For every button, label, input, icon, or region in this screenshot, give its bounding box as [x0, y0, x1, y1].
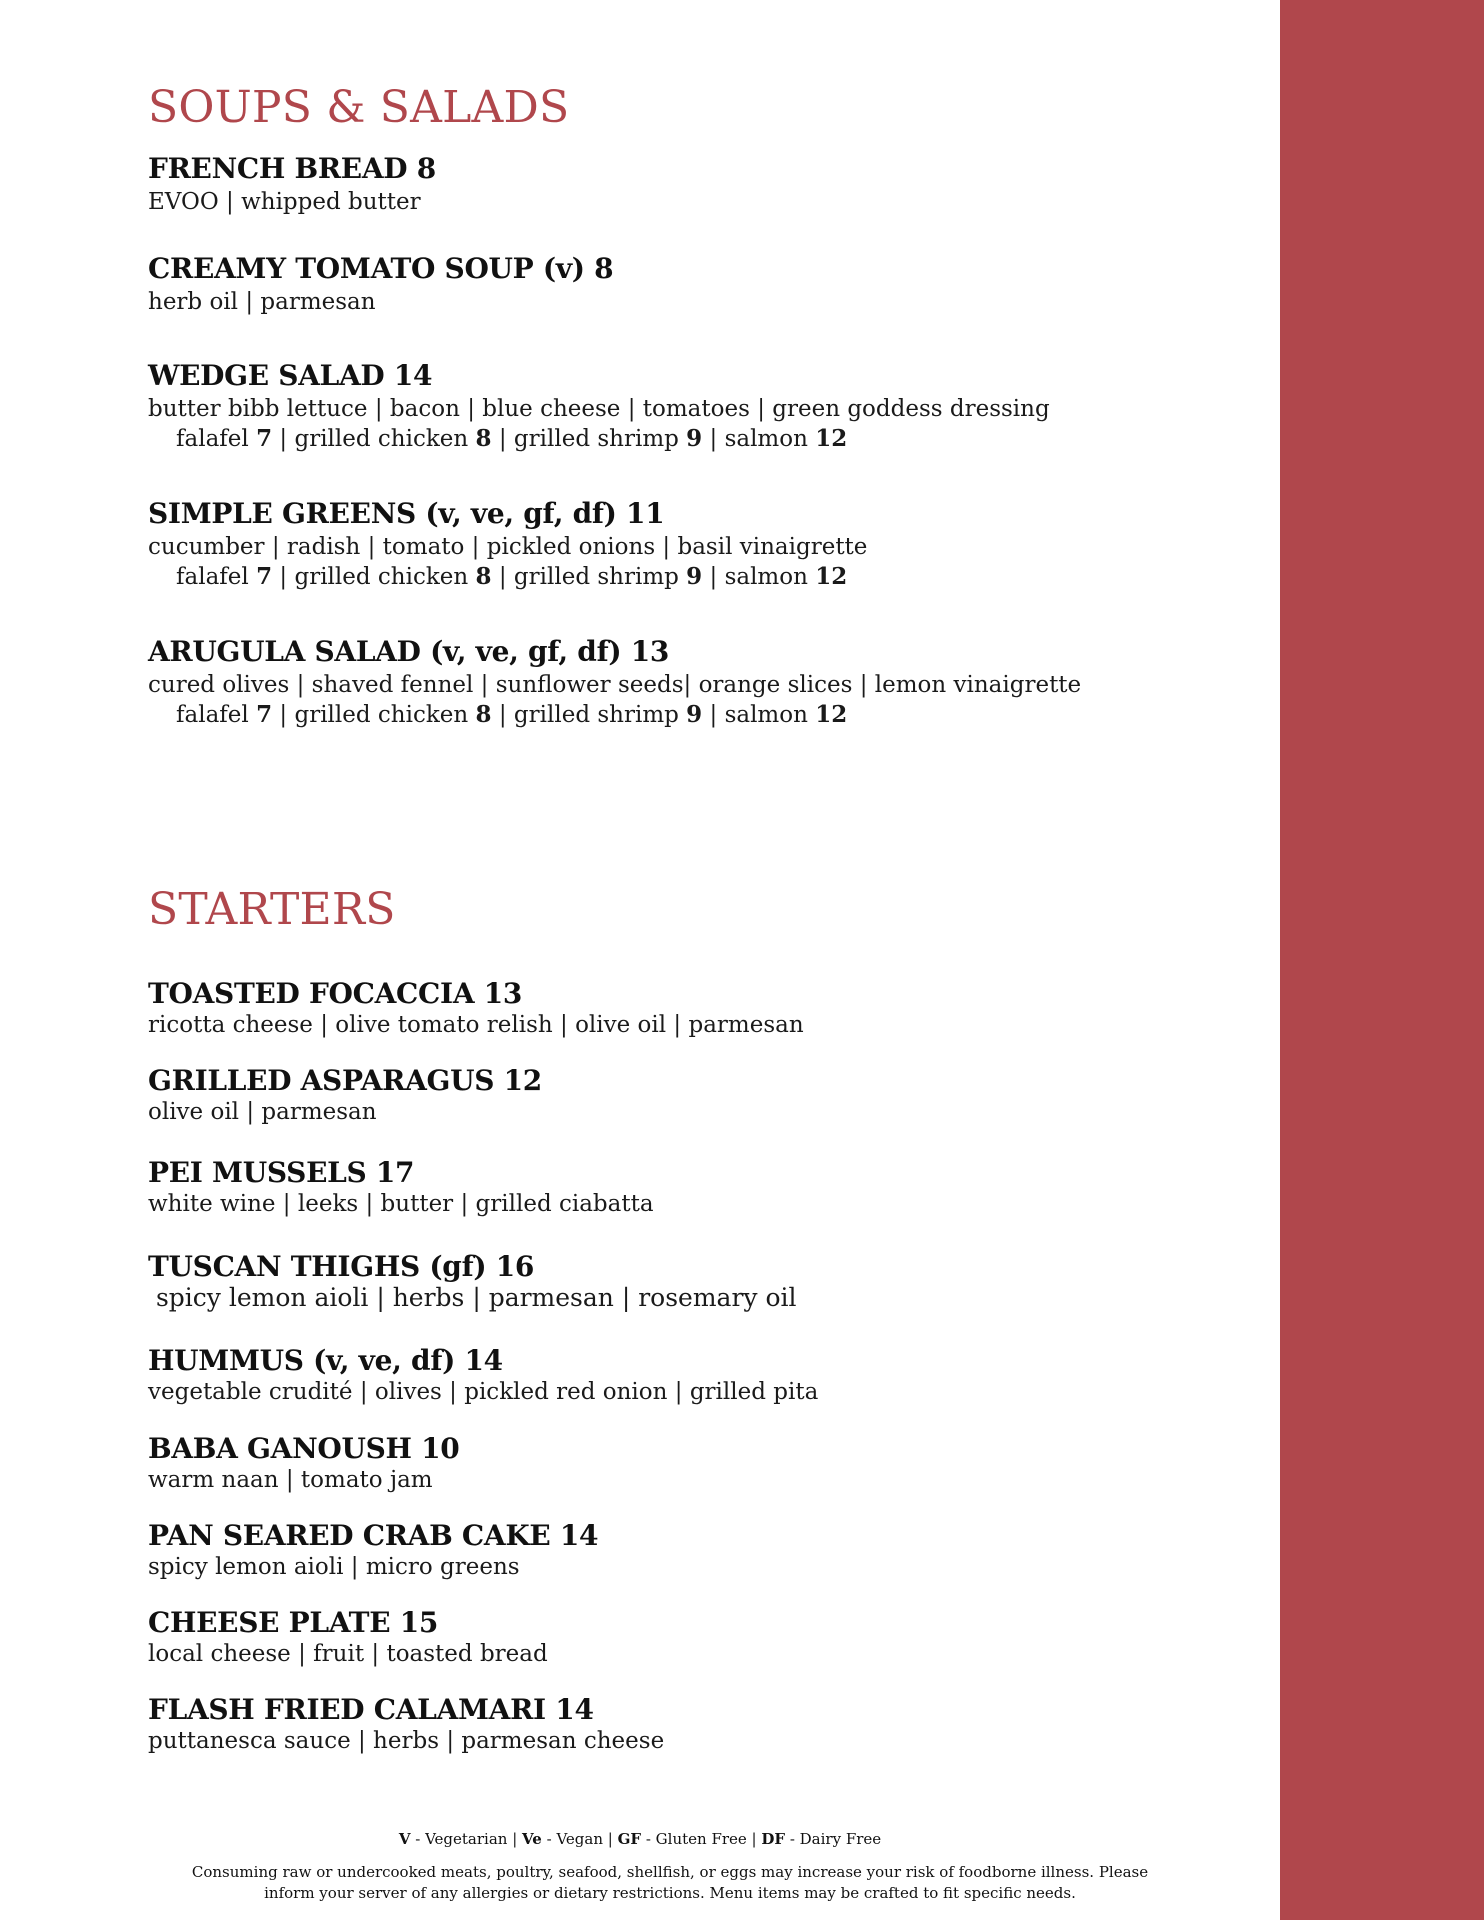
item-name: GRILLED ASPARAGUS 12: [148, 1064, 542, 1097]
item-name: TOASTED FOCACCIA 13: [148, 977, 523, 1010]
item-description: herb oil | parmesan: [148, 289, 376, 315]
menu-item: [148, 152, 436, 217]
item-description: vegetable crudité | olives | pickled red onion | grilled pita: [148, 1379, 819, 1405]
item-description: olive oil | parmesan: [148, 1099, 377, 1125]
item-addons: falafel 7 | grilled chicken 8 | grilled shrimp 9 | salmon 12: [176, 701, 848, 728]
dietary-legend: V - Vegetarian | Ve - Vegan | GF - Gluten Free | DF - Dairy Free: [398, 1830, 882, 1848]
menu-item: [148, 1250, 797, 1313]
item-name: WEDGE SALAD 14: [148, 359, 433, 392]
item-description: butter bibb lettuce | bacon | blue cheese | tomatoes | green goddess dressing: [148, 396, 1050, 422]
menu-item: [148, 359, 1050, 454]
menu-item: [148, 1606, 548, 1669]
item-description: white wine | leeks | butter | grilled ciabatta: [148, 1191, 654, 1217]
item-name: FLASH FRIED CALAMARI 14: [148, 1693, 594, 1726]
item-name: FRENCH BREAD 8: [148, 152, 436, 185]
item-description: ricotta cheese | olive tomato relish | olive oil | parmesan: [148, 1012, 804, 1038]
item-name: CHEESE PLATE 15: [148, 1606, 439, 1639]
section-title-starters: STARTERS: [148, 884, 396, 935]
item-description: warm naan | tomato jam: [148, 1467, 433, 1493]
menu-item: [148, 1064, 542, 1127]
item-name: PAN SEARED CRAB CAKE 14: [148, 1519, 599, 1552]
menu-item: [148, 635, 1081, 730]
item-name: HUMMUS (v, ve, df) 14: [148, 1344, 503, 1377]
menu-item: [148, 1344, 818, 1407]
item-description: cucumber | radish | tomato | pickled onions | basil vinaigrette: [148, 534, 868, 560]
menu-item: [148, 1156, 654, 1219]
item-addons: falafel 7 | grilled chicken 8 | grilled shrimp 9 | salmon 12: [176, 563, 848, 590]
item-description: puttanesca sauce | herbs | parmesan cheese: [148, 1728, 665, 1754]
menu-item: [148, 977, 804, 1040]
menu-item: [148, 1693, 664, 1756]
item-description: spicy lemon aioli | micro greens: [148, 1554, 520, 1580]
item-name: SIMPLE GREENS (v, ve, gf, df) 11: [148, 497, 665, 530]
item-name: BABA GANOUSH 10: [148, 1432, 460, 1465]
food-safety-disclaimer: Consuming raw or undercooked meats, poultry, seafood, shellfish, or eggs may increase your risk of foodborne illness. Please inform your server of any allergies or dietary restrictions. Menu items may be crafted to fit specific needs.: [191, 1863, 1149, 1902]
item-addons: falafel 7 | grilled chicken 8 | grilled shrimp 9 | salmon 12: [176, 425, 848, 452]
item-description: spicy lemon aioli | herbs | parmesan | rosemary oil: [148, 1283, 797, 1312]
item-description: EVOO | whipped butter: [148, 189, 421, 215]
item-description: local cheese | fruit | toasted bread: [148, 1641, 548, 1667]
item-name: CREAMY TOMATO SOUP (v) 8: [148, 252, 614, 285]
menu-item: [148, 1432, 459, 1495]
side-color-band: [1280, 0, 1484, 1920]
item-name: ARUGULA SALAD (v, ve, gf, df) 13: [148, 635, 670, 668]
item-name: PEI MUSSELS 17: [148, 1156, 415, 1189]
menu-item: [148, 497, 867, 592]
menu-item: [148, 1519, 598, 1582]
section-title-soups-salads: SOUPS & SALADS: [148, 82, 570, 133]
item-name: TUSCAN THIGHS (gf) 16: [148, 1250, 535, 1283]
menu-item: [148, 252, 613, 317]
item-description: cured olives | shaved fennel | sunflower seeds| orange slices | lemon vinaigrette: [148, 672, 1082, 698]
